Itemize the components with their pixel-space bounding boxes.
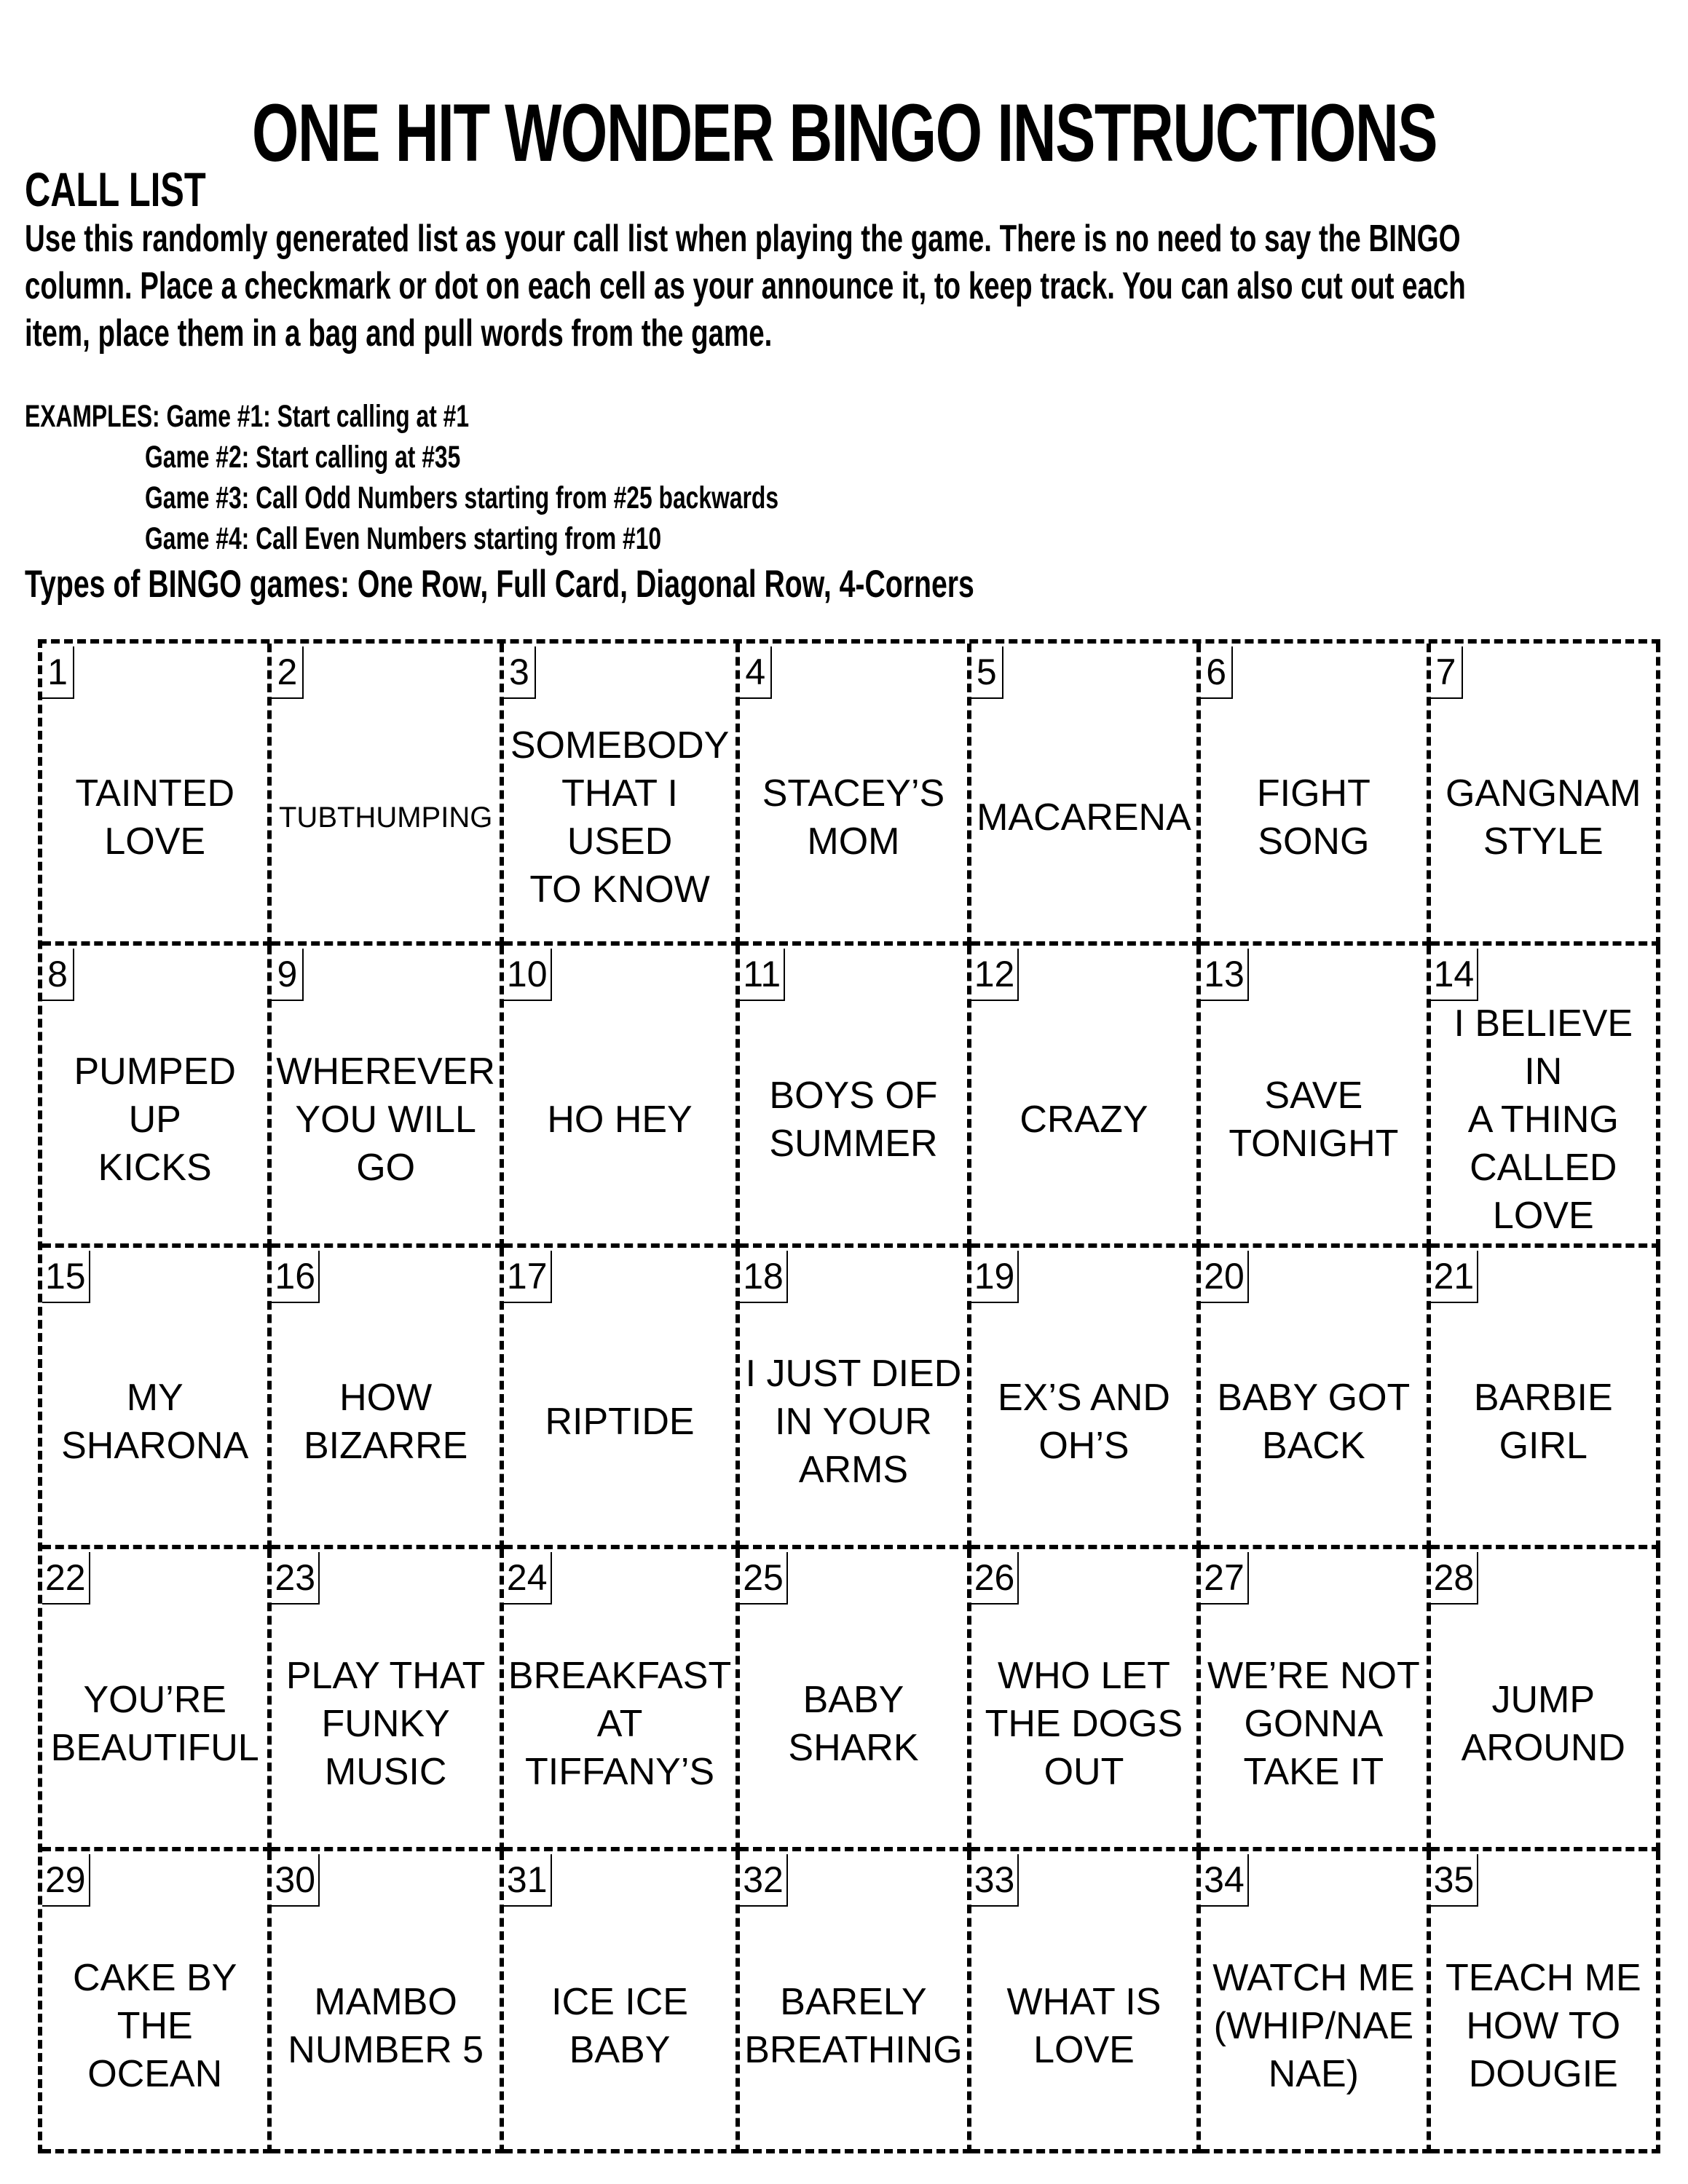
call-cell	[42, 644, 272, 946]
call-cell	[1431, 946, 1660, 1248]
call-cell	[740, 1248, 971, 1550]
call-cell	[42, 1851, 272, 2153]
song-title: TAINTED LOVE	[75, 772, 234, 863]
call-cell	[740, 1851, 971, 2153]
call-cell	[504, 946, 740, 1248]
cell-number: 25	[740, 1552, 788, 1605]
call-cell	[272, 644, 503, 946]
cell-number: 35	[1431, 1854, 1479, 1907]
song-title: STACEY’S MOM	[762, 772, 945, 863]
cell-number: 14	[1431, 949, 1479, 1001]
song-title: WHO LET THE DOGS OUT	[985, 1654, 1183, 1793]
song-title: MACARENA	[977, 796, 1191, 839]
song-title: WHEREVER YOU WILL GO	[276, 1051, 495, 1190]
call-cell	[1431, 1248, 1660, 1550]
example-line: Game #4: Call Even Numbers starting from #10	[145, 521, 662, 556]
song-title: BABY SHARK	[788, 1678, 919, 1769]
cell-number: 18	[740, 1251, 788, 1303]
call-cell	[1201, 1851, 1430, 2153]
call-cell	[42, 946, 272, 1248]
example-line: Game #3: Call Odd Numbers starting from #25 backwards	[145, 480, 779, 515]
call-list-grid	[38, 639, 1660, 2153]
song-title: SAVE TONIGHT	[1228, 1075, 1399, 1166]
cell-number: 24	[504, 1552, 552, 1605]
game-types: Types of BINGO games: One Row, Full Card, Diagonal Row, 4-Corners	[25, 563, 974, 606]
song-title: HO HEY	[547, 1099, 693, 1142]
song-title: FIGHT SONG	[1256, 772, 1370, 863]
cell-number: 23	[272, 1552, 320, 1605]
call-cell	[42, 1549, 272, 1851]
cell-number: 13	[1201, 949, 1249, 1001]
instructions-line: column. Place a checkmark or dot on each cell as your announce it, to keep track. You can also cut out each	[25, 265, 1466, 307]
call-cell	[272, 946, 503, 1248]
call-cell	[971, 1248, 1201, 1550]
song-title: CAKE BY THE OCEAN	[73, 1956, 237, 2095]
call-cell	[272, 1549, 503, 1851]
cell-number: 19	[971, 1251, 1019, 1303]
call-cell	[504, 1549, 740, 1851]
cell-number: 7	[1431, 646, 1463, 699]
call-cell	[1201, 946, 1430, 1248]
example-line: Game #2: Start calling at #35	[145, 440, 461, 475]
song-title: BOYS OF SUMMER	[769, 1075, 938, 1166]
call-cell	[1201, 644, 1430, 946]
cell-number: 15	[42, 1251, 90, 1303]
cell-number: 5	[971, 646, 1003, 699]
instructions-line: Use this randomly generated list as your call list when playing the game. There is no need to say the BINGO	[25, 218, 1461, 260]
cell-number: 2	[272, 646, 304, 699]
song-title: CRAZY	[1019, 1099, 1148, 1142]
song-title: ICE ICE BABY	[551, 1980, 688, 2071]
cell-number: 16	[272, 1251, 320, 1303]
cell-number: 26	[971, 1552, 1019, 1605]
call-cell	[1431, 1549, 1660, 1851]
cell-number: 34	[1201, 1854, 1249, 1907]
song-title: TEACH ME HOW TO DOUGIE	[1445, 1956, 1641, 2095]
call-cell	[504, 644, 740, 946]
call-cell	[504, 1851, 740, 2153]
cell-number: 4	[740, 646, 772, 699]
song-title: YOU’RE BEAUTIFUL	[50, 1678, 259, 1769]
cell-number: 32	[740, 1854, 788, 1907]
song-title: PUMPED UP KICKS	[74, 1051, 236, 1190]
song-title: I JUST DIED IN YOUR ARMS	[745, 1352, 962, 1491]
call-cell	[1431, 644, 1660, 946]
song-title: PLAY THAT FUNKY MUSIC	[285, 1654, 486, 1793]
song-title: MY SHARONA	[61, 1376, 249, 1467]
example-line: EXAMPLES: Game #1: Start calling at #1	[25, 399, 470, 434]
cell-number: 10	[504, 949, 552, 1001]
cell-number: 11	[740, 949, 785, 1001]
cell-number: 9	[272, 949, 304, 1001]
call-cell	[1201, 1248, 1430, 1550]
song-title: SOMEBODY THAT I USED TO KNOW	[510, 724, 730, 911]
cell-number: 33	[971, 1854, 1019, 1907]
cell-number: 31	[504, 1854, 552, 1907]
cell-number: 12	[971, 949, 1019, 1001]
song-title: BARBIE GIRL	[1473, 1376, 1613, 1467]
song-title: BREAKFAST AT TIFFANY’S	[508, 1654, 732, 1793]
song-title: GANGNAM STYLE	[1445, 772, 1641, 863]
song-title: JUMP AROUND	[1461, 1678, 1625, 1769]
cell-number: 22	[42, 1552, 90, 1605]
cell-number: 21	[1431, 1251, 1479, 1303]
call-cell	[740, 644, 971, 946]
song-title: HOW BIZARRE	[303, 1376, 468, 1467]
call-cell	[971, 1851, 1201, 2153]
instructions-line: item, place them in a bag and pull words from the game.	[25, 312, 773, 355]
song-title: WHAT IS LOVE	[1006, 1980, 1162, 2071]
call-cell	[1201, 1549, 1430, 1851]
song-title: MAMBO NUMBER 5	[288, 1980, 484, 2071]
song-title: BARELY BREATHING	[744, 1980, 963, 2071]
call-cell	[272, 1248, 503, 1550]
song-title: BABY GOT BACK	[1217, 1376, 1411, 1467]
cell-number: 20	[1201, 1251, 1249, 1303]
song-title: WE’RE NOT GONNA TAKE IT	[1207, 1654, 1420, 1793]
call-cell	[272, 1851, 503, 2153]
song-title: RIPTIDE	[545, 1400, 695, 1443]
song-title: WATCH ME (WHIP/NAE NAE)	[1212, 1956, 1415, 2095]
call-cell	[971, 1549, 1201, 1851]
call-cell	[971, 644, 1201, 946]
cell-number: 29	[42, 1854, 90, 1907]
cell-number: 30	[272, 1854, 320, 1907]
cell-number: 8	[42, 949, 74, 1001]
cell-number: 3	[504, 646, 536, 699]
cell-number: 27	[1201, 1552, 1249, 1605]
cell-number: 1	[42, 646, 74, 699]
page-title: ONE HIT WONDER BINGO INSTRUCTIONS	[251, 87, 1437, 178]
call-cell	[971, 946, 1201, 1248]
cell-number: 17	[504, 1251, 552, 1303]
cell-number: 28	[1431, 1552, 1479, 1605]
call-cell	[1431, 1851, 1660, 2153]
call-cell	[740, 1549, 971, 1851]
call-cell	[740, 946, 971, 1248]
song-title: I BELIEVE IN A THING CALLED LOVE	[1454, 1002, 1633, 1238]
call-cell	[42, 1248, 272, 1550]
call-cell	[504, 1248, 740, 1550]
cell-number: 6	[1201, 646, 1233, 699]
song-title: EX’S AND OH’S	[997, 1376, 1170, 1467]
song-title: TUBTHUMPING	[279, 802, 493, 834]
call-list-heading: CALL LIST	[25, 162, 206, 216]
